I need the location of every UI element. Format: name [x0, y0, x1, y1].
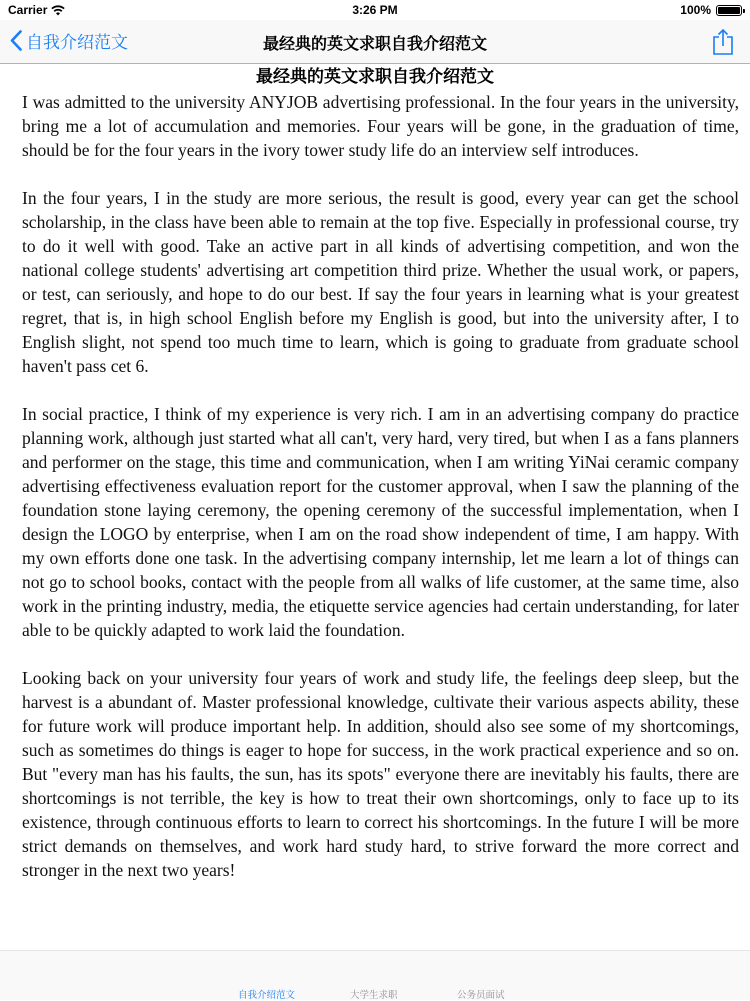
- article-paragraph: In social practice, I think of my experience is very rich. I am in an advertising company do practice planning work, although just started what all can't, very hard, very tired, but when I as a fans planners and performer on the stage, this time and communication, when I am writing YiNai ceramic company advertising effectiveness evaluation report for the customer approval, when I saw the planning of the foundation stone laying ceremony, the opening ceremony of the successful implementation, when I design the LOGO by enterprise, when I am on the road show independent of time, I am happy. With my own efforts done one task. In the advertising company internship, let me learn a lot of things can not go to school books, contact with the people from all walks of life customer, at the same time, also work in the printing industry, media, the etiquette service agencies had certain understanding, for later able to be quickly adapted to work laid the foundation.: [22, 404, 739, 640]
- tab-self-intro[interactable]: 自我介绍范文: [238, 990, 296, 1001]
- tab-civil-service[interactable]: 公务员面试: [457, 990, 505, 1001]
- tab-bar: [0, 950, 750, 1000]
- tab-graduate-job[interactable]: 大学生求职: [350, 990, 398, 1001]
- article-view[interactable]: [0, 64, 750, 950]
- nav-title: 最经典的英文求职自我介绍范文: [262, 36, 487, 53]
- article-title: 最经典的英文求职自我介绍范文: [256, 67, 494, 86]
- battery-icon: [716, 5, 742, 16]
- article-paragraph: I was admitted to the university ANYJOB advertising professional. In the four years in the university, bring me a lot of accumulation and memories. Four years will be gone, in the graduation of time, should be for the four years in the ivory tower study life do an interview self introduces.: [22, 92, 739, 160]
- carrier-label: Carrier: [8, 3, 48, 17]
- status-time: 3:26 PM: [352, 3, 398, 17]
- article-body: [0, 90, 750, 882]
- article-paragraph: Looking back on your university four years of work and study life, the feelings deep sleep, but the harvest is a abundant of. Master professional knowledge, cultivate their various aspects ability, these for future work will produce important help. In addition, should also see some of my shortcomings, such as sometimes do things is eager to hope for success, in the work practical experience and so on. But "every man has his faults, the sun, has its spots" everyone there are inevitably his faults, there are shortcomings is not terrible, the key is how to treat their own shortcomings, only to face up to its existence, through continuous efforts to learn to correct his shortcomings. In the future I will be more strict demands on themselves, and work hard study hard, to strive forward the more correct and stronger in the next two years!: [22, 668, 739, 880]
- back-button-label: 自我介绍范文: [26, 33, 128, 52]
- share-button[interactable]: [712, 28, 734, 61]
- back-button[interactable]: [10, 28, 128, 53]
- share-icon: [712, 28, 734, 56]
- chevron-left-icon: [10, 30, 22, 51]
- status-bar: [0, 0, 750, 20]
- navigation-bar: [0, 20, 750, 64]
- battery-percent: 100%: [680, 3, 711, 17]
- article-paragraph: In the four years, I in the study are more serious, the result is good, every year can get the school scholarship, in the class have been able to remain at the top five. Especially in professional course, try to do it well with good. Take an active part in all kinds of advertising competition, and won the national college students' advertising art competition third prize. Whether the usual work, or papers, or test, can seriously, and hope to do our best. If say the four years in learning what is your greatest regret, that is, in high school English before my English is good, but into the university after, I to English slight, not spend too much time to learn, which is going to graduate from graduate school haven't pass cet 6.: [22, 188, 739, 376]
